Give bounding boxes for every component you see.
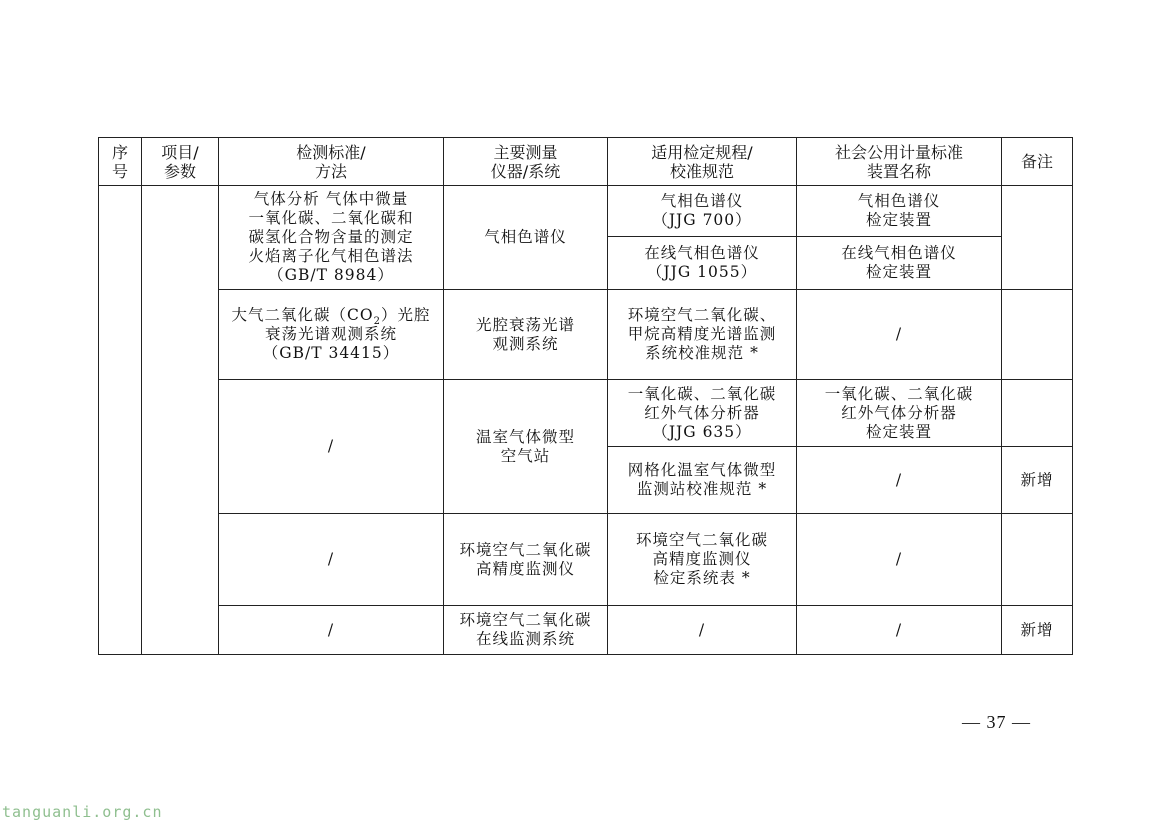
standard-device-cell: / xyxy=(797,606,1002,655)
header-regulation: 适用检定规程/ 校准规范 xyxy=(608,138,797,186)
regulation-cell: 在线气相色谱仪 （JJG 1055） xyxy=(608,237,797,290)
remark-cell xyxy=(1002,186,1073,290)
standard-device-cell: / xyxy=(797,514,1002,606)
remark-cell xyxy=(1002,290,1073,380)
table-row xyxy=(99,290,1073,380)
remark-cell: 新增 xyxy=(1002,447,1073,514)
instrument-cell: 光腔衰荡光谱 观测系统 xyxy=(444,290,608,380)
method-cell: / xyxy=(219,380,444,514)
regulation-cell: / xyxy=(608,606,797,655)
instrument-cell: 环境空气二氧化碳 在线监测系统 xyxy=(444,606,608,655)
remark-cell xyxy=(1002,380,1073,447)
method-cell: / xyxy=(219,514,444,606)
item-parameter-cell xyxy=(142,186,219,655)
method-subscript: 2 xyxy=(373,316,381,328)
watermark: tanguanli.org.cn xyxy=(2,803,163,821)
table-row xyxy=(99,380,1073,447)
regulation-cell: 环境空气二氧化碳 高精度监测仪 检定系统表 * xyxy=(608,514,797,606)
header-item-parameter: 项目/ 参数 xyxy=(142,138,219,186)
method-text-a: 大气二氧化碳（CO xyxy=(231,306,374,324)
header-index: 序 号 xyxy=(99,138,142,186)
method-cell: / xyxy=(219,606,444,655)
index-cell xyxy=(99,186,142,655)
standard-device-cell: / xyxy=(797,290,1002,380)
header-remarks: 备注 xyxy=(1002,138,1073,186)
method-cell: 气体分析 气体中微量 一氧化碳、二氧化碳和 碳氢化合物含量的测定 火焰离子化气相色谱法 （GB/T 8984） xyxy=(219,186,444,290)
table-row xyxy=(99,186,1073,237)
page-number: — 37 — xyxy=(962,712,1031,732)
header-public-standard: 社会公用计量标准 装置名称 xyxy=(797,138,1002,186)
header-test-standard: 检测标准/ 方法 xyxy=(219,138,444,186)
standard-device-cell: 在线气相色谱仪 检定装置 xyxy=(797,237,1002,290)
standard-device-cell: 一氧化碳、二氧化碳 红外气体分析器 检定装置 xyxy=(797,380,1002,447)
standards-table xyxy=(98,137,1073,655)
regulation-cell: 气相色谱仪 （JJG 700） xyxy=(608,186,797,237)
remark-cell xyxy=(1002,514,1073,606)
instrument-cell: 环境空气二氧化碳 高精度监测仪 xyxy=(444,514,608,606)
regulation-cell: 环境空气二氧化碳、 甲烷高精度光谱监测 系统校准规范 * xyxy=(608,290,797,380)
header-instrument: 主要测量 仪器/系统 xyxy=(444,138,608,186)
standard-device-cell: / xyxy=(797,447,1002,514)
regulation-cell: 一氧化碳、二氧化碳 红外气体分析器 （JJG 635） xyxy=(608,380,797,447)
table-header-row xyxy=(99,138,1073,186)
method-cell xyxy=(219,290,444,380)
table-row xyxy=(99,606,1073,655)
table-row xyxy=(99,514,1073,606)
standard-device-cell: 气相色谱仪 检定装置 xyxy=(797,186,1002,237)
instrument-cell: 温室气体微型 空气站 xyxy=(444,380,608,514)
method-text-b: ）光腔 衰荡光谱观测系统 （GB/T 34415） xyxy=(262,306,431,362)
instrument-cell: 气相色谱仪 xyxy=(444,186,608,290)
regulation-cell: 网格化温室气体微型 监测站校准规范 * xyxy=(608,447,797,514)
remark-cell: 新增 xyxy=(1002,606,1073,655)
